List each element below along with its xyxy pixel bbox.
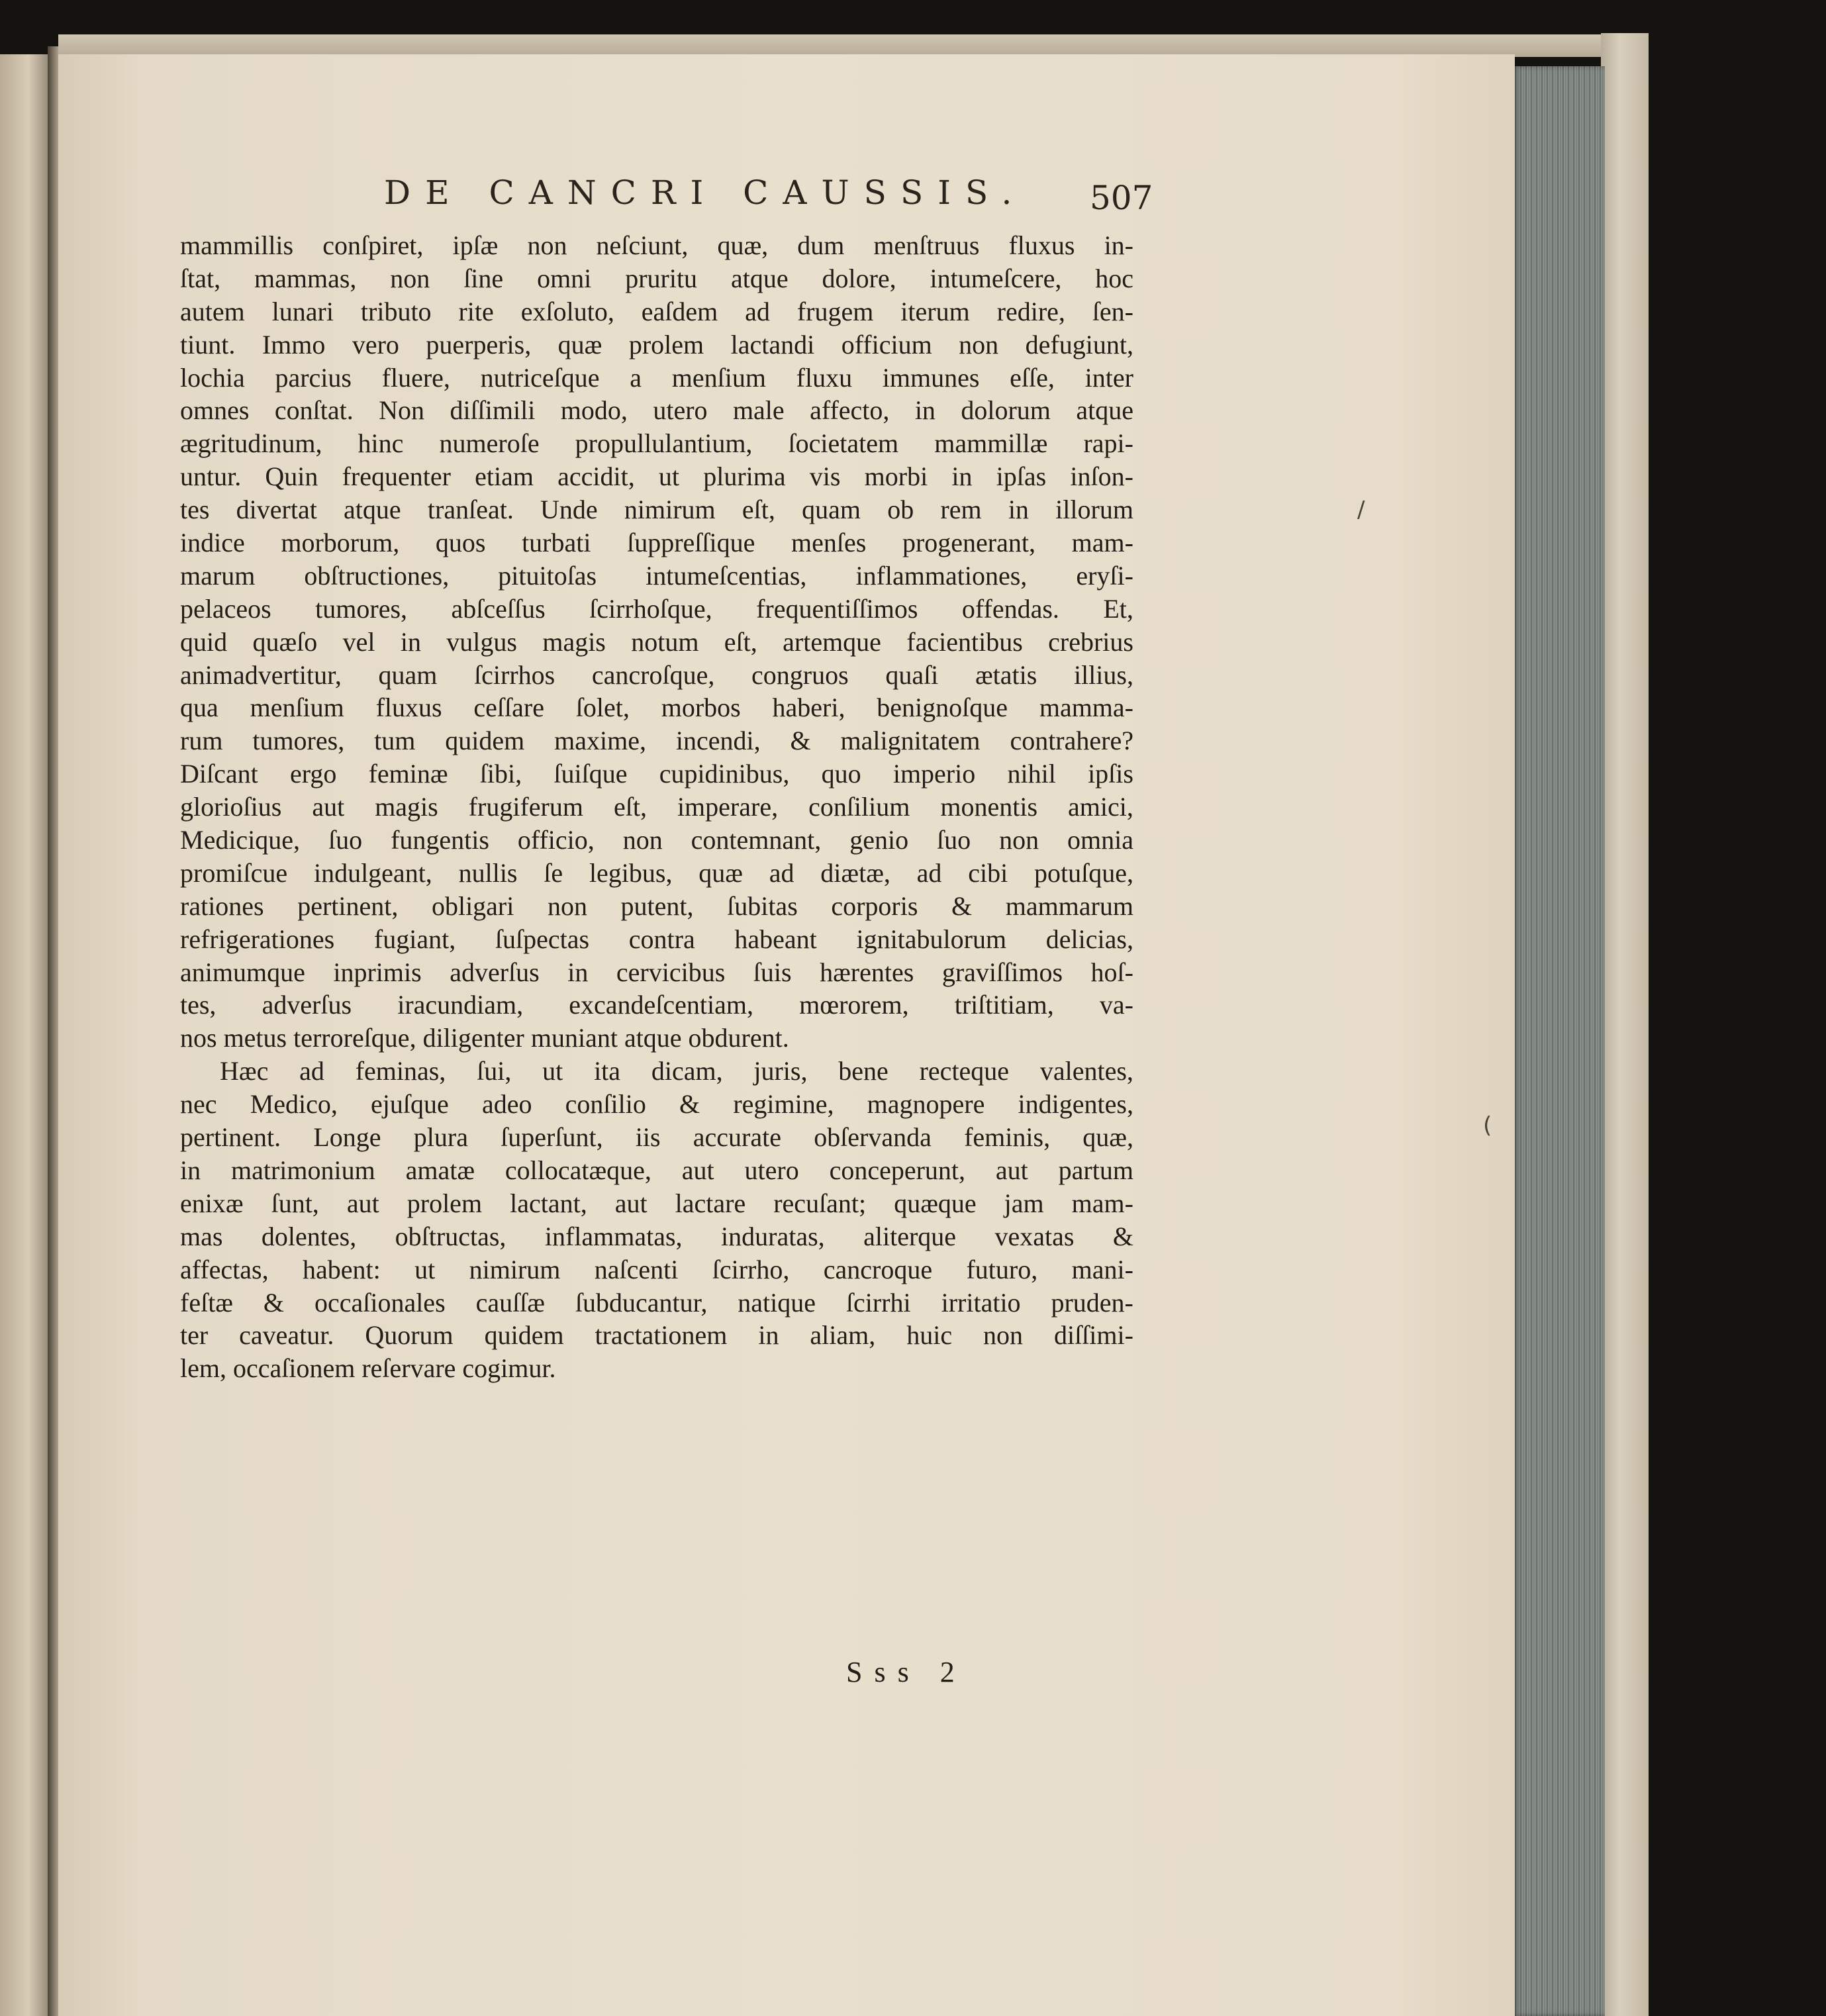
text-line: promiſcue indulgeant, nullis ſe legibus, quæ ad diætæ, ad cibi potuſque,: [180, 857, 1133, 888]
text-line: pelaceos tumores, abſceſſus ſcirrhoſque, frequentiſſimos offendas. Et,: [180, 593, 1133, 624]
top-page-edge: [58, 34, 1647, 57]
paragraph-start-line: Hæc ad feminas, ſui, ut ita dicam, juris, bene recteque valentes,: [220, 1056, 1133, 1086]
text-line: tiunt. Immo vero puerperis, quæ prolem lactandi officium non defugiunt,: [180, 329, 1133, 360]
cover-edge: [1601, 33, 1649, 2016]
text-line: qua menſium fluxus ceſſare ſolet, morbos haberi, benignoſque mamma-: [180, 693, 1133, 723]
text-line: refrigerationes fugiant, ſuſpectas contra habeant ignitabulorum delicias,: [180, 924, 1133, 954]
text-line: Diſcant ergo feminæ ſibi, ſuiſque cupidinibus, quo imperio nihil ipſis: [180, 759, 1133, 789]
text-line: tes, adverſus iracundiam, excandeſcentiam, mœrorem, triſtitiam, va-: [180, 990, 1133, 1020]
page-number: 507: [1090, 179, 1153, 217]
signature-mark: Sss 2: [846, 1656, 967, 1688]
text-line: untur. Quin frequenter etiam accidit, ut plurima vis morbi in ipſas inſon-: [180, 461, 1133, 492]
text-line: affectas, habent: ut nimirum naſcenti ſcirrho, cancroque futuro, mani-: [180, 1254, 1133, 1284]
text-line: Medicique, ſuo fungentis officio, non contemnant, genio ſuo non omnia: [180, 825, 1133, 855]
text-line: quid quæſo vel in vulgus magis notum eſt, artemque facientibus crebrius: [180, 626, 1133, 657]
text-line: pertinent. Longe plura ſuperſunt, iis accurate obſervanda feminis, quæ,: [180, 1122, 1133, 1153]
text-line: enixæ ſunt, aut prolem lactant, aut lactare recuſant; quæque jam mam-: [180, 1188, 1133, 1218]
text-line: animumque inprimis adverſus in cervicibus ſuis hærentes graviſſimos hoſ-: [180, 957, 1133, 987]
text-line: ægritudinum, hinc numeroſe propullulantium, ſocietatem mammillæ rapi-: [180, 428, 1133, 459]
page-blemish: (: [1483, 1112, 1492, 1139]
text-line: nos metus terroreſque, diligenter muniant atque obdurent.: [180, 1023, 789, 1053]
text-line: ter caveatur. Quorum quidem tractationem in aliam, huic non diſſimi-: [180, 1320, 1133, 1351]
text-line: marum obſtructiones, pituitoſas intumeſcentias, inflammationes, eryſi-: [180, 560, 1133, 591]
text-line: omnes conſtat. Non diſſimili modo, utero male affecto, in dolorum atque: [180, 395, 1133, 426]
text-line: nec Medico, ejuſque adeo conſilio & regimine, magnopere indigentes,: [180, 1089, 1133, 1120]
text-line: rum tumores, tum quidem maxime, incendi, & malignitatem contrahere?: [180, 726, 1133, 756]
text-line: feſtæ & occaſionales cauſſæ ſubducantur, natique ſcirrhi irritatio pruden-: [180, 1287, 1133, 1318]
text-line: tes divertat atque tranſeat. Unde nimirum eſt, quam ob rem in illorum: [180, 495, 1133, 525]
running-head: DE CANCRI CAUSSIS.: [384, 173, 1027, 212]
facing-page-edge: [0, 54, 52, 2016]
text-line: animadvertitur, quam ſcirrhos cancroſque, congruos quaſi ætatis illius,: [180, 659, 1133, 690]
text-line: rationes pertinent, obligari non putent, ſubitas corporis & mammarum: [180, 890, 1133, 921]
text-line: autem lunari tributo rite exſoluto, eaſdem ad frugem iterum redire, ſen-: [180, 296, 1133, 326]
text-line: lochia parcius fluere, nutriceſque a menſium fluxu immunes eſſe, inter: [180, 362, 1133, 393]
body-text: [180, 229, 1133, 1385]
fore-edge-pages: [1512, 66, 1605, 2016]
text-line: ſtat, mammas, non ſine omni pruritu atque dolore, intumeſcere, hoc: [180, 263, 1133, 293]
text-line: lem, occaſionem reſervare cogimur.: [180, 1353, 556, 1384]
text-line: indice morborum, quos turbati ſuppreſſique menſes progenerant, mam-: [180, 528, 1133, 558]
text-line: glorioſius aut magis frugiferum eſt, imperare, conſilium monentis amici,: [180, 792, 1133, 822]
text-line: mammillis conſpiret, ipſæ non neſciunt, quæ, dum menſtruus fluxus in-: [180, 230, 1133, 260]
text-line: in matrimonium amatæ collocatæque, aut utero conceperunt, aut partum: [180, 1155, 1133, 1185]
text-line: mas dolentes, obſtructas, inflammatas, induratas, aliterque vexatas &: [180, 1221, 1133, 1251]
page-blemish: /: [1357, 497, 1365, 523]
